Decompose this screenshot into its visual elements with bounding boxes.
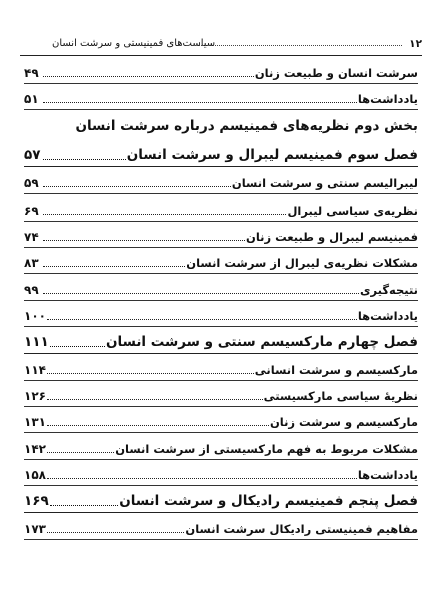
chapter-title: فصل سوم فمینیسم لیبرال و سرشت انسان <box>126 147 418 163</box>
chapter-page: ۱۱۱ <box>24 334 49 350</box>
dot-leader <box>43 214 286 215</box>
dot-leader <box>50 346 105 347</box>
toc-entry[interactable] <box>24 436 418 456</box>
toc-entry-title: مشکلات مربوط به فهم مارکسیستی از سرشت انسان <box>115 442 418 456</box>
dot-leader <box>43 102 357 103</box>
toc-entry[interactable] <box>24 60 418 80</box>
toc-entry-page: ۸۳ <box>24 256 39 270</box>
toc-entry-title: نتیجه‌گیری <box>359 283 418 297</box>
toc-entry-page: ۱۳۱ <box>24 415 46 429</box>
chapter-page: ۱۶۹ <box>24 493 49 509</box>
dot-leader <box>43 186 231 187</box>
toc-entry[interactable] <box>24 409 418 429</box>
toc-entry-title: مارکسیسم و سرشت زنان <box>269 415 418 429</box>
toc-entry[interactable] <box>24 198 418 218</box>
toc-entry[interactable] <box>24 86 418 106</box>
toc-entry-page: ۹۹ <box>24 283 39 297</box>
dot-leader <box>43 266 185 267</box>
toc-entry-page: ۵۱ <box>24 92 39 106</box>
dot-leader <box>43 159 126 160</box>
dot-leader <box>50 505 119 506</box>
toc-entry-title: لیبرالیسم سنتی و سرشت انسان <box>231 176 418 190</box>
toc-entry-title: نظریه‌ی سیاسی لیبرال <box>287 204 418 218</box>
toc-entry[interactable] <box>24 516 418 536</box>
toc-entry-title: مارکسیسم و سرشت انسانی <box>254 363 418 377</box>
page-number: ۱۲ <box>409 38 422 50</box>
toc-entry-title: سرشت انسان و طبیعت زنان <box>254 66 418 80</box>
toc-entry-page: ۶۹ <box>24 204 39 218</box>
dot-leader <box>47 478 357 479</box>
toc-entry-page: ۱۵۸ <box>24 468 46 482</box>
toc-entry[interactable] <box>24 383 418 403</box>
toc-entry-page: ۵۹ <box>24 176 39 190</box>
dot-leader <box>43 293 359 294</box>
toc-entry[interactable] <box>24 250 418 270</box>
toc-entry-title: نظریهٔ سیاسی مارکسیستی <box>263 389 418 403</box>
toc-chapter[interactable] <box>24 330 418 350</box>
toc-entry-page: ۱۰۰ <box>24 309 46 323</box>
toc-entry-page: ۱۴۲ <box>24 442 46 456</box>
dot-leader <box>43 76 254 77</box>
toc-entry[interactable] <box>24 224 418 244</box>
toc-entry-title: یادداشت‌ها <box>357 468 418 482</box>
toc-entry-page: ۷۴ <box>24 230 39 244</box>
dot-leader <box>47 532 184 533</box>
toc-chapter[interactable] <box>24 489 418 509</box>
dot-leader <box>47 399 263 400</box>
toc-entry-title: یادداشت‌ها <box>357 92 418 106</box>
dot-leader <box>47 319 357 320</box>
toc-entry-title: فمینیسم لیبرال و طبیعت زنان <box>246 230 418 244</box>
toc-entry-page: ۱۲۶ <box>24 389 46 403</box>
toc-entry-title: مفاهیم فمینیستی رادیکال سرشت انسان <box>185 522 418 536</box>
toc-entry-title: یادداشت‌ها <box>357 309 418 323</box>
toc-entry-title: مشکلات نظریه‌ی لیبرال از سرشت انسان <box>186 256 418 270</box>
toc-entry[interactable] <box>24 462 418 482</box>
dot-leader <box>47 373 254 374</box>
toc-entry-page: ۱۱۴ <box>24 363 46 377</box>
dot-leader <box>47 452 114 453</box>
part-title: بخش دوم نظریه‌های فمینیسم درباره سرشت انسان <box>75 118 418 134</box>
chapter-page: ۵۷ <box>24 147 41 163</box>
chapter-title: فصل چهارم مارکسیسم سنتی و سرشت انسان <box>105 334 418 350</box>
toc-entry[interactable] <box>24 170 418 190</box>
chapter-title: فصل پنجم فمینیسم رادیکال و سرشت انسان <box>119 493 418 509</box>
toc-entry[interactable] <box>24 303 418 323</box>
toc-part-heading <box>24 114 418 134</box>
dot-leader <box>47 425 269 426</box>
dot-leader <box>43 240 245 241</box>
toc-chapter[interactable] <box>24 143 418 163</box>
toc-entry-page: ۱۷۳ <box>24 522 46 536</box>
toc-entry-page: ۴۹ <box>24 66 39 80</box>
toc-entry[interactable] <box>24 357 418 377</box>
toc-entry[interactable] <box>24 277 418 297</box>
table-of-contents <box>24 0 418 600</box>
running-title: سیاست‌های فمینیستی و سرشت انسان <box>52 38 216 49</box>
